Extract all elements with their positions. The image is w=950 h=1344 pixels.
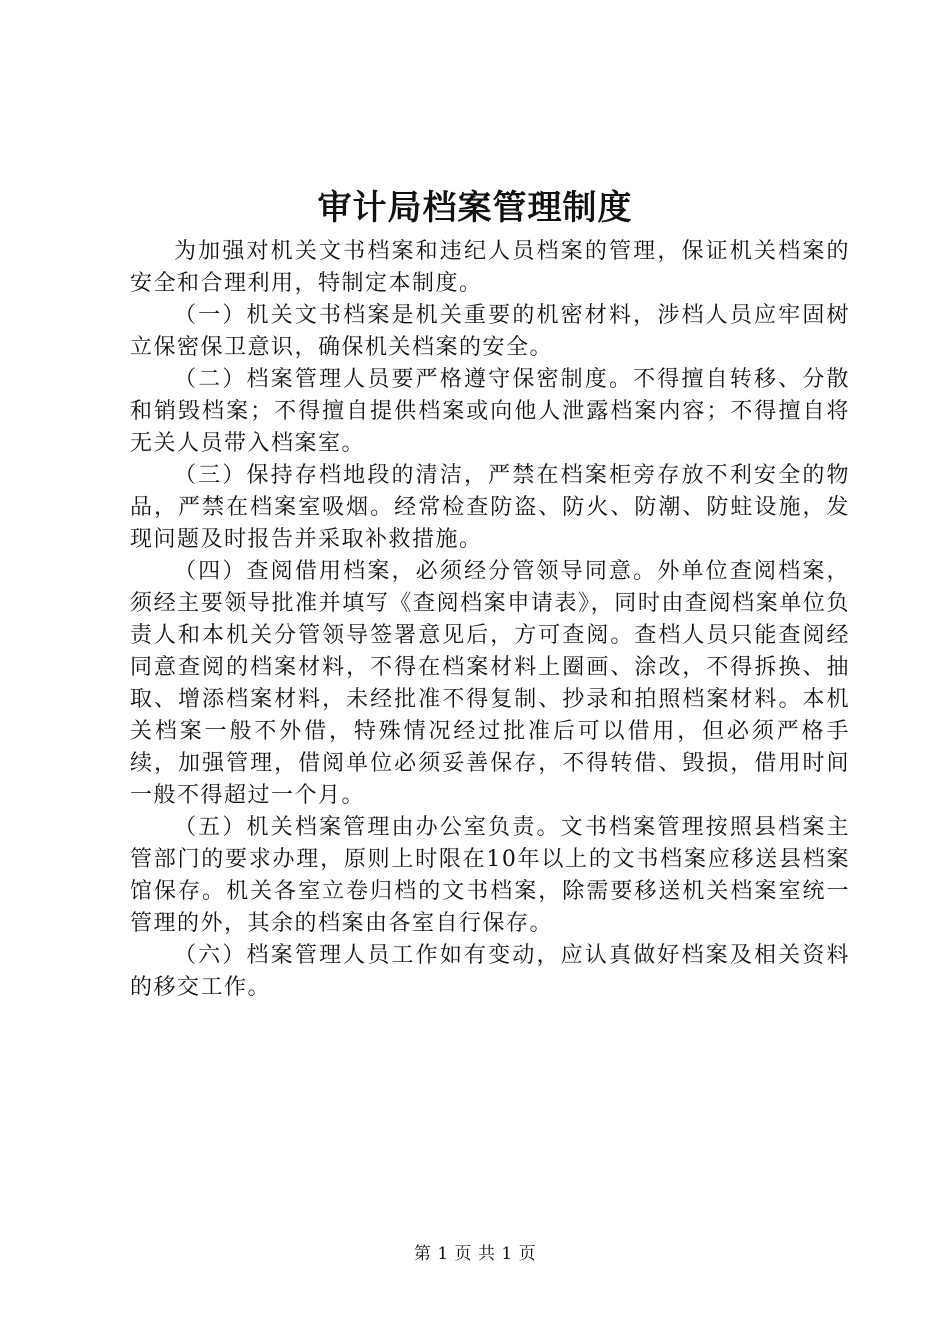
document-title: 审计局档案管理制度: [317, 188, 633, 228]
page-number-footer: 第 1 页 共 1 页: [413, 1244, 537, 1264]
paragraph-item-1: （一）机关文书档案是机关重要的机密材料，涉档人员应牢固树立保密保卫意识，确保机关档案的安全。: [130, 303, 850, 360]
paragraph-item-3: （三）保持存档地段的清洁，严禁在档案柜旁存放不利安全的物品，严禁在档案室吸烟。经常检查防盗、防火、防潮、防蛀设施，发现问题及时报告并采取补救措施。: [130, 463, 850, 552]
paragraph-item-6: （六）档案管理人员工作如有变动，应认真做好档案及相关资料的移交工作。: [130, 943, 850, 1000]
paragraph-item-5: （五）机关档案管理由办公室负责。文书档案管理按照县档案主管部门的要求办理，原则上时限在10年以上的文书档案应移送县档案馆保存。机关各室立卷归档的文书档案，除需要移送机关档案室统一管理的外，其余的档案由各室自行保存。: [130, 815, 850, 936]
paragraph-item-2: （二）档案管理人员要严格遵守保密制度。不得擅自转移、分散和销毁档案；不得擅自提供档案或向他人泄露档案内容；不得擅自将无关人员带入档案室。: [130, 367, 850, 456]
document-body: [130, 236, 850, 1004]
paragraph-item-4: （四）查阅借用档案，必须经分管领导同意。外单位查阅档案，须经主要领导批准并填写《查阅档案申请表》，同时由查阅档案单位负责人和本机关分管领导签署意见后，方可查阅。查档人员只能查阅经同意查阅的档案材料，不得在档案材料上圈画、涂改，不得拆换、抽取、增添档案材料，未经批准不得复制、抄录和拍照档案材料。本机关档案一般不外借，特殊情况经过批准后可以借用，但必须严格手续，加强管理，借阅单位必须妥善保存，不得转借、毁损，借用时间一般不得超过一个月。: [130, 559, 850, 808]
paragraph-intro: 为加强对机关文书档案和违纪人员档案的管理，保证机关档案的安全和合理利用，特制定本制度。: [130, 239, 850, 296]
